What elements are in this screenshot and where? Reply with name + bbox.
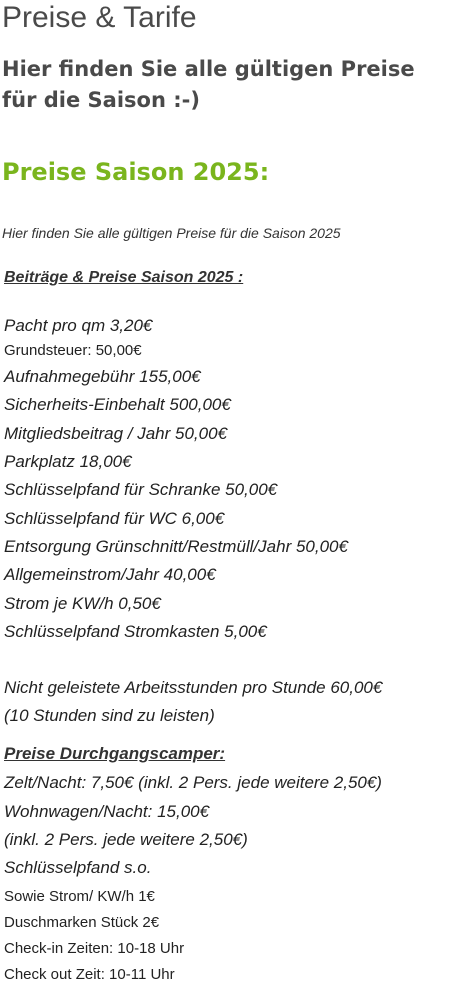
fees-heading: Beiträge & Preise Saison 2025 : (4, 269, 244, 286)
page-title: Preise & Tarife (2, 1, 197, 34)
transit-item: Wohnwagen/Nacht: 15,00€ (4, 802, 210, 821)
transit-item: Check out Zeit: 10-11 Uhr (4, 966, 175, 983)
transit-item: Check-in Zeiten: 10-18 Uhr (4, 940, 185, 957)
fee-item: Schlüsselpfand für WC 6,00€ (4, 509, 225, 528)
transit-heading: Preise Durchgangscamper: (4, 744, 226, 763)
fee-item: Aufnahmegebühr 155,00€ (4, 367, 201, 386)
page-subtitle: Hier finden Sie alle gültigen Preise für die Saison :-) (2, 57, 415, 112)
fee-item: Strom je KW/h 0,50€ (4, 594, 161, 613)
transit-item: Zelt/Nacht: 7,50€ (inkl. 2 Pers. jede weitere 2,50€) (4, 773, 382, 792)
transit-item: Schlüsselpfand s.o. (4, 858, 152, 877)
transit-item: Sowie Strom/ KW/h 1€ (4, 888, 155, 905)
fee-item: Sicherheits-Einbehalt 500,00€ (4, 395, 231, 414)
fee-item: Grundsteuer: 50,00€ (4, 342, 142, 359)
intro-text: Hier finden Sie alle gültigen Preise für die Saison 2025 (2, 225, 341, 241)
fee-item: Entsorgung Grünschnitt/Restmüll/Jahr 50,00€ (4, 537, 348, 556)
fee-item: Schlüsselpfand für Schranke 50,00€ (4, 480, 278, 499)
fee-item: Mitgliedsbeitrag / Jahr 50,00€ (4, 424, 228, 443)
work-hours-fee: Nicht geleistete Arbeitsstunden pro Stunde 60,00€ (4, 678, 383, 697)
transit-item: (inkl. 2 Pers. jede weitere 2,50€) (4, 830, 248, 849)
fee-item: Allgemeinstrom/Jahr 40,00€ (4, 565, 216, 584)
fee-item: Pacht pro qm 3,20€ (4, 316, 153, 335)
fee-item: Parkplatz 18,00€ (4, 452, 132, 471)
work-hours-note: (10 Stunden sind zu leisten) (4, 706, 215, 725)
fee-item: Schlüsselpfand Stromkasten 5,00€ (4, 622, 267, 641)
transit-item: Duschmarken Stück 2€ (4, 914, 160, 931)
season-heading: Preise Saison 2025: (2, 158, 270, 186)
